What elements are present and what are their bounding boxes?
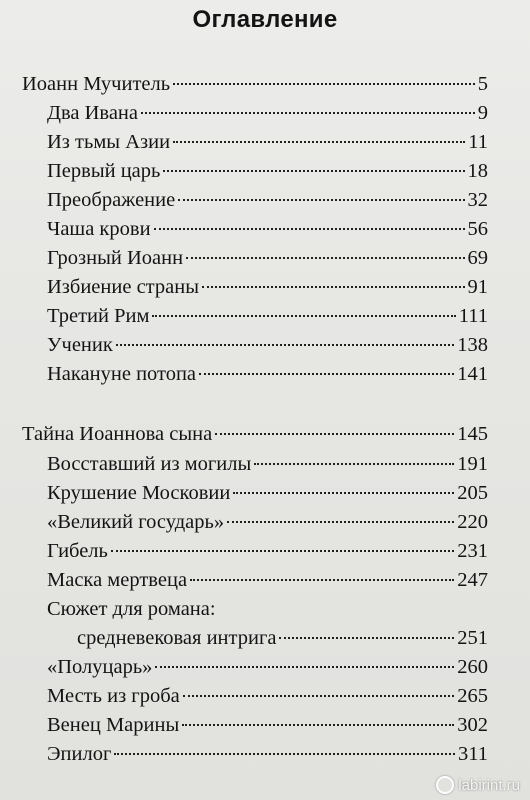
toc-entry-label: Из тьмы Азии xyxy=(47,131,171,153)
toc-entry-label: Крушение Московии xyxy=(47,482,231,504)
toc-entry-label: Венец Марины xyxy=(47,714,180,736)
leader-dots xyxy=(178,199,464,201)
toc-entry-page: 69 xyxy=(467,247,488,269)
toc-entry xyxy=(47,742,488,766)
toc-entry-page: 5 xyxy=(477,73,488,95)
leader-dots xyxy=(155,666,454,668)
leader-dots xyxy=(111,550,454,552)
toc-entry-page: 220 xyxy=(457,511,488,533)
toc-entry xyxy=(47,481,488,505)
leader-dots xyxy=(183,695,455,697)
toc-entry-page: 247 xyxy=(457,569,488,591)
leader-dots xyxy=(227,521,454,523)
leader-dots xyxy=(279,637,454,639)
toc-entry-label: Накануне потопа xyxy=(47,363,197,385)
toc-entry xyxy=(47,217,488,241)
toc-entry xyxy=(47,684,488,708)
toc-entry-page: 311 xyxy=(458,743,488,765)
toc-entry-label: Тайна Иоаннова сына xyxy=(22,423,213,445)
toc-entry-label: Грозный Иоанн xyxy=(47,247,184,269)
leader-dots xyxy=(173,141,465,143)
toc-entry xyxy=(47,333,488,357)
toc-entry xyxy=(47,304,488,328)
toc-entry-page: 260 xyxy=(457,656,488,678)
toc-entry-page: 141 xyxy=(457,363,488,385)
leader-dots xyxy=(254,463,454,465)
labirint-logo-icon xyxy=(436,776,454,794)
toc-entry xyxy=(47,246,488,270)
toc-entry-page: 138 xyxy=(457,334,488,356)
toc-entry-page: 111 xyxy=(458,305,488,327)
leader-dots xyxy=(114,753,455,755)
toc-entry xyxy=(22,72,488,96)
toc-entry-label: Первый царь xyxy=(47,160,161,182)
leader-dots xyxy=(154,228,465,230)
toc-entry-label: Преображение xyxy=(47,189,176,211)
toc-entry-page: 145 xyxy=(457,423,488,445)
toc-entry-label: Маска мертвеца xyxy=(47,569,188,591)
leader-dots xyxy=(182,724,454,726)
toc-entry xyxy=(47,597,488,621)
leader-dots xyxy=(199,373,454,375)
toc-entry xyxy=(47,655,488,679)
toc-entry xyxy=(47,130,488,154)
leader-dots xyxy=(202,286,465,288)
toc-entry-label: Два Ивана xyxy=(47,102,138,124)
toc-entry xyxy=(47,510,488,534)
toc-entry-page: 205 xyxy=(457,482,488,504)
toc-entry-label: Сюжет для романа: xyxy=(47,598,216,620)
leader-dots xyxy=(186,257,464,259)
toc-entry-label: Избиение страны xyxy=(47,276,199,298)
toc-entry-label: Иоанн Мучитель xyxy=(22,73,171,95)
page-title: Оглавление xyxy=(192,6,338,33)
toc-entry xyxy=(47,362,488,386)
toc-entry-label: «Полуцарь» xyxy=(47,656,153,678)
leader-dots xyxy=(152,315,455,317)
toc-entry-page: 231 xyxy=(457,540,488,562)
toc-entry-label: Восставший из могилы xyxy=(47,453,252,475)
toc-entry-page: 32 xyxy=(467,189,488,211)
toc-entry xyxy=(77,626,488,650)
toc-entry-page: 251 xyxy=(457,627,488,649)
toc-entry-label: Ученик xyxy=(47,334,113,356)
toc-entry-label: средневековая интрига xyxy=(77,627,277,649)
toc-entry-page: 11 xyxy=(468,131,488,153)
toc-entry-page: 91 xyxy=(467,276,488,298)
toc-entry-page: 265 xyxy=(457,685,488,707)
toc-entry xyxy=(47,568,488,592)
toc-entry-label: Третий Рим xyxy=(47,305,150,327)
toc-entry-page: 56 xyxy=(467,218,488,240)
leader-dots xyxy=(173,83,475,85)
toc-entry xyxy=(47,101,488,125)
leader-dots xyxy=(233,492,454,494)
toc-entry-page: 9 xyxy=(477,102,488,124)
leader-dots xyxy=(215,433,454,435)
toc-entry xyxy=(47,539,488,563)
toc-entry-label: Эпилог xyxy=(47,743,112,765)
toc-entry-label: Месть из гроба xyxy=(47,685,180,707)
leader-dots xyxy=(190,579,454,581)
toc-entry-label: Чаша крови xyxy=(47,218,151,240)
toc-entry xyxy=(47,159,488,183)
toc-entry xyxy=(47,452,488,476)
leader-dots xyxy=(163,170,464,172)
toc-entry-page: 191 xyxy=(457,453,488,475)
watermark xyxy=(436,776,520,794)
leader-dots xyxy=(116,344,454,346)
toc-entry xyxy=(47,713,488,737)
toc-entry-page: 302 xyxy=(457,714,488,736)
toc-entry-label: «Великий государь» xyxy=(47,511,225,533)
watermark-text: labirint.ru xyxy=(458,776,520,794)
toc-entry xyxy=(47,188,488,212)
toc-entry xyxy=(47,275,488,299)
leader-dots xyxy=(141,112,475,114)
toc-entry xyxy=(22,422,488,446)
toc-entry-page: 18 xyxy=(467,160,488,182)
toc-entry-label: Гибель xyxy=(47,540,108,562)
